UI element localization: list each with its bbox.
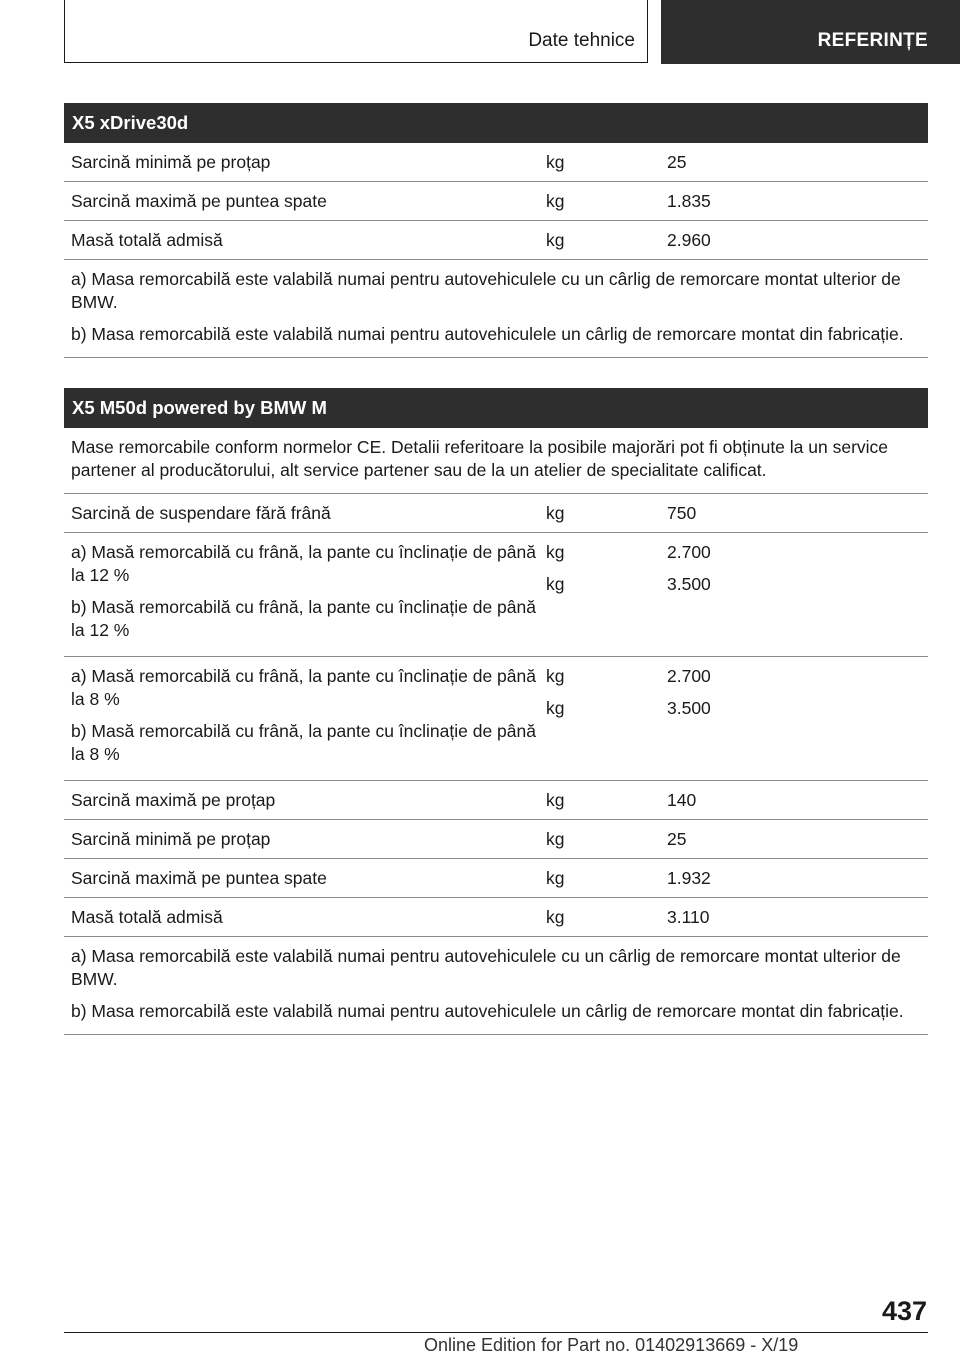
row-value-b: 3.500 (667, 574, 711, 594)
row-unit: kg (546, 906, 565, 927)
spacer (64, 358, 928, 388)
table-row (64, 859, 928, 898)
table-row (64, 221, 928, 260)
table-title: X5 xDrive30d (64, 103, 928, 143)
footer-divider (64, 1332, 928, 1333)
row-label: Sarcină maximă pe puntea spate (71, 867, 327, 888)
row-value-a: 2.700 (667, 542, 711, 562)
row-value: 1.932 (667, 867, 711, 888)
row-unit: kg (546, 867, 565, 888)
spec-table-x5-m50d (64, 388, 928, 1035)
note-a: a) Masa remorcabilă este valabilă numai pentru autovehiculele cu un cârlig de remorcare montat ulterior de BMW. (71, 946, 901, 989)
row-label: Sarcină minimă pe proțap (71, 828, 271, 849)
row-unit: kg (546, 502, 565, 523)
page-content (64, 103, 928, 1035)
table-row (64, 781, 928, 820)
row-label-a: a) Masă remorcabilă cu frână, la pante cu înclinație de până la 8 % (71, 666, 536, 709)
table-row (64, 898, 928, 937)
row-label: Sarcină de suspendare fără frână (71, 502, 331, 523)
note-b: b) Masa remorcabilă este valabilă numai pentru autovehiculele un cârlig de remorcare montat din fabricație. (71, 1001, 904, 1021)
row-unit-b: kg (546, 574, 565, 594)
table-row (64, 820, 928, 859)
row-units (538, 665, 667, 766)
row-label: Sarcină maximă pe puntea spate (71, 190, 327, 211)
table-row (64, 143, 928, 182)
chapter-title: REFERINȚE (817, 30, 928, 51)
row-values (667, 665, 928, 766)
row-value: 140 (667, 789, 697, 810)
row-value-b: 3.500 (667, 698, 711, 718)
row-label: Sarcină maximă pe proțap (71, 789, 276, 810)
table-title: X5 M50d powered by BMW M (64, 388, 928, 428)
row-value: 25 (667, 828, 687, 849)
table-notes (64, 937, 928, 1035)
row-unit-a: kg (546, 666, 565, 686)
table-row (64, 494, 928, 533)
table-row (64, 533, 928, 657)
row-value: 1.835 (667, 190, 711, 211)
table-notes (64, 260, 928, 358)
row-labels (64, 665, 538, 766)
row-label: Sarcină minimă pe proțap (71, 151, 271, 172)
header-section-tab (64, 0, 648, 63)
page-number: 437 (881, 1296, 927, 1326)
row-unit: kg (546, 229, 565, 250)
header-chapter-tab (661, 0, 960, 64)
table-row (64, 657, 928, 781)
row-label-b: b) Masă remorcabilă cu frână, la pante cu înclinație de până la 12 % (71, 597, 536, 640)
row-labels (64, 541, 538, 642)
footer-edition: Online Edition for Part no. 01402913669 - X/19 (424, 1335, 799, 1355)
row-units (538, 541, 667, 642)
table-row (64, 182, 928, 221)
row-unit: kg (546, 828, 565, 849)
row-unit: kg (546, 151, 565, 172)
intro-text: Mase remorcabile conform normelor CE. Detalii referitoare la posibile majorări pot fi obținute la un service partener al producătorului, alt service partener sau de la un atelier de specialitate calificat. (71, 437, 889, 480)
row-value: 750 (667, 502, 697, 523)
row-value: 3.110 (667, 906, 710, 927)
row-label-b: b) Masă remorcabilă cu frână, la pante cu înclinație de până la 8 % (71, 721, 536, 764)
row-unit: kg (546, 190, 565, 211)
note-b: b) Masa remorcabilă este valabilă numai pentru autovehiculele un cârlig de remorcare montat din fabricație. (71, 324, 904, 344)
row-label-a: a) Masă remorcabilă cu frână, la pante cu înclinație de până la 12 % (71, 542, 536, 585)
row-unit-b: kg (546, 698, 565, 718)
row-unit: kg (546, 789, 565, 810)
section-title: Date tehnice (528, 30, 635, 51)
table-intro (64, 428, 928, 494)
spec-table-x5-xdrive30d (64, 103, 928, 358)
row-value: 2.960 (667, 229, 711, 250)
note-a: a) Masa remorcabilă este valabilă numai pentru autovehiculele cu un cârlig de remorcare montat ulterior de BMW. (71, 269, 901, 312)
row-value-a: 2.700 (667, 666, 711, 686)
row-value: 25 (667, 151, 687, 172)
row-values (667, 541, 928, 642)
row-unit-a: kg (546, 542, 565, 562)
row-label: Masă totală admisă (71, 906, 223, 927)
row-label: Masă totală admisă (71, 229, 223, 250)
